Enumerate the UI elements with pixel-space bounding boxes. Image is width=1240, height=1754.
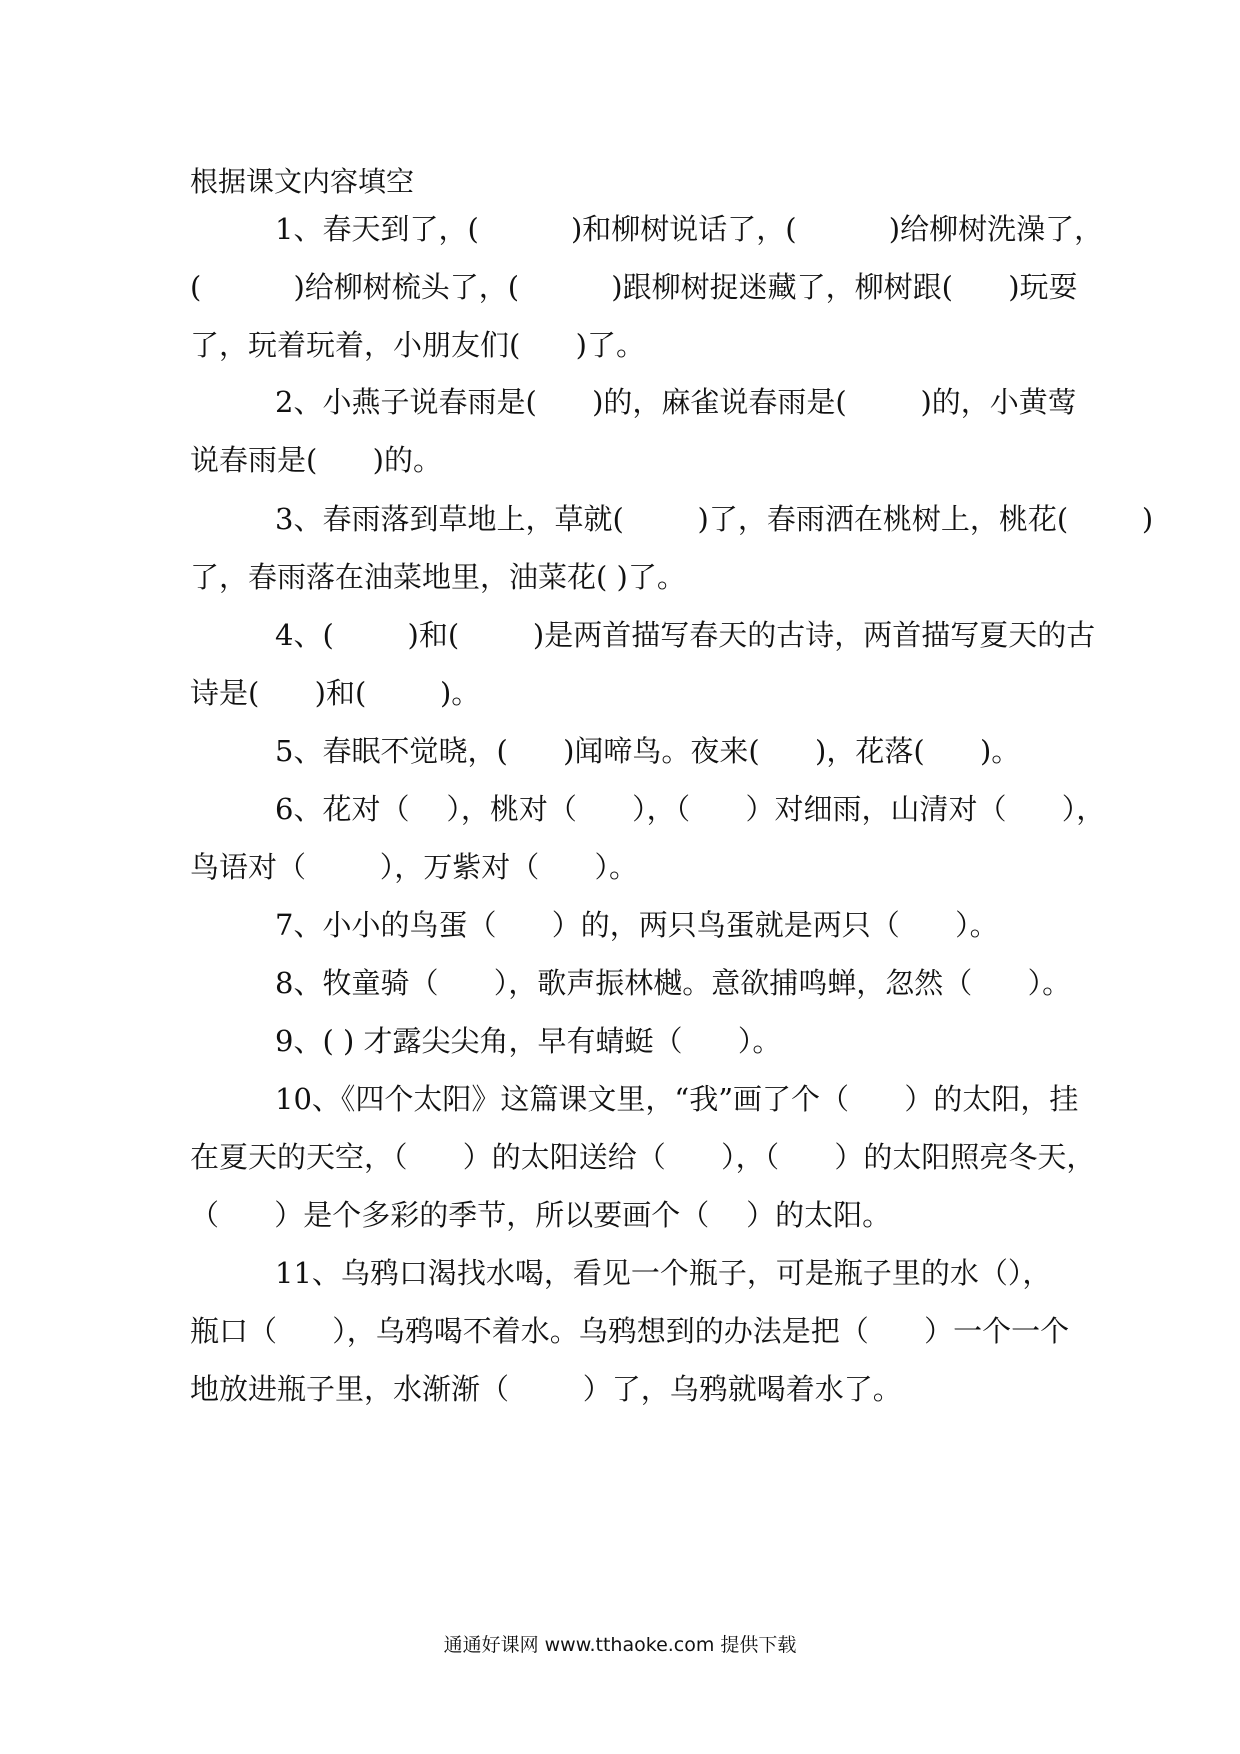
text-line: 4、( )和( )是两首描写春天的古诗，两首描写夏天的古 [275, 618, 1096, 652]
text-line: （ ）是个多彩的季节，所以要画个（ ）的太阳。 [190, 1198, 892, 1232]
text-line: 鸟语对（ ），万紫对（ ）。 [190, 850, 639, 884]
text-line: 说春雨是( )的。 [190, 443, 442, 477]
footer-credit: 通通好课网 www.tthaoke.com 提供下载 [443, 1634, 797, 1656]
text-line: 地放进瓶子里，水渐渐（ ）了，乌鸦就喝着水了。 [190, 1372, 902, 1406]
text-line: 1、春天到了，( )和柳树说话了，( )给柳树洗澡了， [275, 212, 1104, 246]
text-line: 了，玩着玩着，小朋友们( )了。 [190, 328, 645, 362]
text-line: 诗是( )和( )。 [190, 676, 481, 710]
text-line: 7、小小的鸟蛋（ ）的，两只鸟蛋就是两只（ ）。 [275, 908, 999, 942]
text-line: 在夏天的天空，（ ）的太阳送给（ ），（ ）的太阳照亮冬天， [190, 1140, 1096, 1174]
text-line: 5、春眠不觉晓，( )闻啼鸟。夜来( )，花落( )。 [275, 734, 1021, 768]
text-line: ( )给柳树梳头了，( )跟柳树捉迷藏了，柳树跟( )玩耍 [190, 270, 1078, 304]
text-line: 了，春雨落在油菜地里，油菜花( )了。 [190, 560, 686, 594]
text-line: 瓶口（ ），乌鸦喝不着水。乌鸦想到的办法是把（ ）一个一个 [190, 1314, 1070, 1348]
text-line: 10、《四个太阳》这篇课文里，“我”画了个（ ）的太阳，挂 [275, 1082, 1079, 1116]
page-title: 根据课文内容填空 [190, 165, 415, 198]
text-line: 9、( ) 才露尖尖角，早有蜻蜓（ ）。 [275, 1024, 782, 1058]
text-line: 11、乌鸦口渴找水喝，看见一个瓶子，可是瓶子里的水（）， [275, 1256, 1052, 1290]
text-line: 8、牧童骑（ ），歌声振林樾。意欲捕鸣蝉，忽然（ ）。 [275, 966, 1072, 1000]
text-line: 2、小燕子说春雨是( )的，麻雀说春雨是( )的，小黄莺 [275, 385, 1077, 419]
text-line: 6、花对（ ），桃对（ ），（ ）对细雨，山清对（ ）， [275, 792, 1106, 826]
text-line: 3、春雨落到草地上，草就( )了，春雨洒在桃树上，桃花( ) [275, 502, 1154, 536]
